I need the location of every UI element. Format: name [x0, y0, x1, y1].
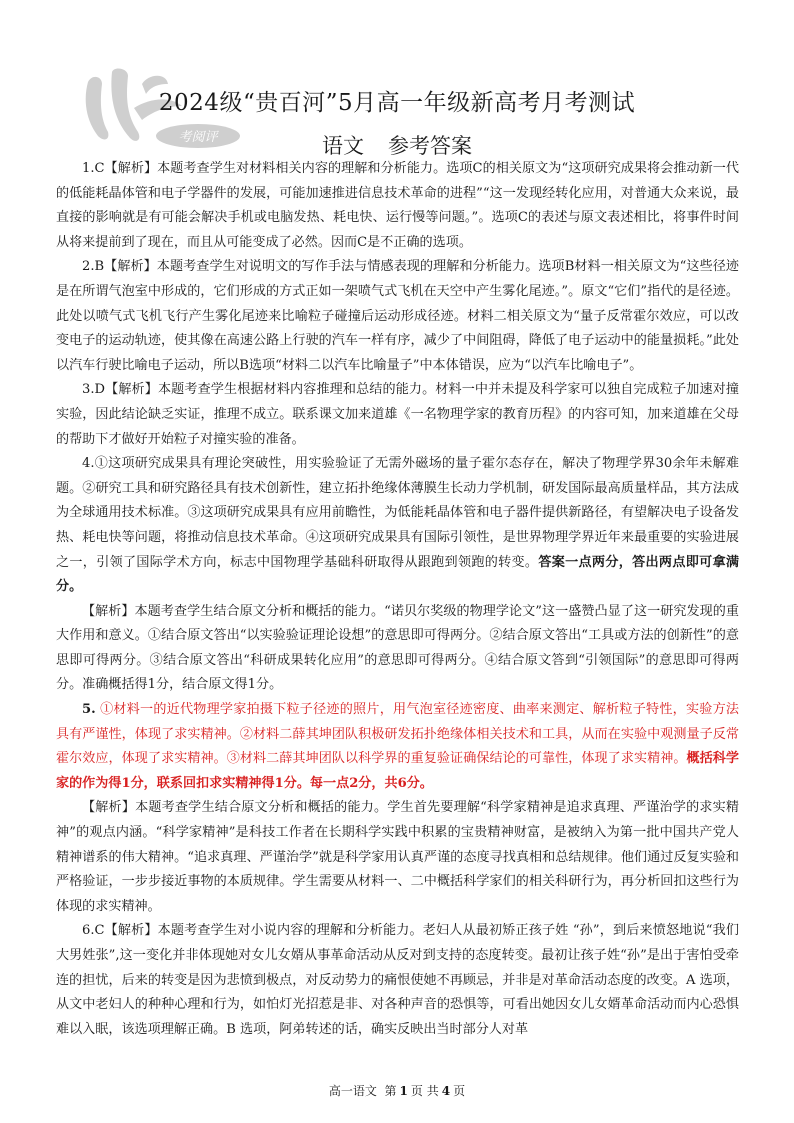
- analysis-paragraph-4: 【解析】本题考查学生结合原文分析和概括的能力。“诺贝尔奖级的物理学论文”这一盛赞凸显了这一研究发现的重大作用和意义。①结合原文答出“以实验验证理论设想”的意思即可得两分。②结合原文答出“工具或方法的创新性”的意思即可得两分。③结合原文答出“科研成果转化应用”的意思即可得两分。④结合原文答到“引领国际”的意思即可得两分。准确概括得1分，结合原文得1分。: [56, 603, 739, 693]
- page-footer: [0, 1082, 794, 1099]
- answer-paragraph-1: 1.C【解析】本题考查学生对材料相关内容的理解和分析能力。选项C的相关原文为“这项研究成果将会推动新一代的低能耗晶体管和电子学器件的发展，可能加速推进信息技术革命的进程”“这一发现经转化应用，对普通大众来说，最直接的影响就是有可能会解决手机或电脑发热、耗电快、运行慢等问题。”。选项C的表述与原文表述相比，将事件时间从将来提前到了现在，而且从可能变成了必然。因而C是不正确的选项。: [56, 161, 739, 250]
- analysis-paragraph-5: 【解析】本题考查学生结合原文分析和概括的能力。学生首先要理解“科学家精神是追求真理、严谨治学的求实精神”的观点内涵。“科学家精神”是科技工作者在长期科学实践中积累的宝贵精神财富，是被纳入为第一批中国共产党人精神谱系的伟大精神。“追求真理、严谨治学”就是科学家用认真严谨的态度寻找真相和总结规律。他们通过反复实验和严格验证，一步步接近事物的本质规律。学生需要从材料一、二中概括科学家们的相关科研行为，再分析回扣这些行为体现的求实精神。: [56, 800, 739, 914]
- answer-paragraph-5: [56, 698, 739, 796]
- page-title: 2024级“贵百河”5月高一年级新高考月考测试: [158, 90, 636, 116]
- page-subtitle: [0, 130, 794, 160]
- footer-ye2: 页: [453, 1084, 466, 1098]
- answer-4-scoring: 答案一点两分，答出两点即可拿满分。: [56, 554, 740, 595]
- subtitle-subject: 语文: [322, 134, 364, 158]
- footer-subject: 高一语文: [328, 1084, 377, 1098]
- answer-5-number: 5.: [82, 702, 96, 718]
- answer-content: [56, 157, 739, 1042]
- answer-5-text: ①材料一的近代物理学家拍摄下粒子径迹的照片，用气泡室径迹密度、曲率来测定、解析粒子特性，实验方法具有严谨性，体现了求实精神。②材料二薛其坤团队积极研发拓扑绝缘体相关技术和工具，从而在实验中观测量子反常霍尔效应，体现了求实精神。③材料二薛其坤团队以科学界的重复验证确保结论的可靠性，体现了求实精神。: [56, 702, 739, 767]
- answer-5-scoring: 概括科学家的作为得1分，联系回扣求实精神得1分。每一点2分，共6分。: [56, 751, 740, 791]
- footer-total-pages: 4: [441, 1084, 451, 1098]
- subtitle-answer: 参考答案: [388, 134, 472, 158]
- answer-paragraph-3: 3.D【解析】本题考查学生根据材料内容推理和总结的能力。材料一中并未提及科学家可以独自完成粒子加速对撞实验，因此结论缺乏实证，推理不成立。联系课文加来道雄《一名物理学家的教育历程》的内容可知，加来道雄在父母的帮助下才做好开始粒子对撞实验的准备。: [56, 382, 739, 447]
- answer-4-text: 4.①这项研究成果具有理论突破性，用实验验证了无需外磁场的量子霍尔态存在，解决了物理学界30余年未解难题。②研究工具和研究路径具有技术创新性，建立拓扑绝缘体薄膜生长动力学机制，研发国际最高质量样品，其方法成为全球通用技术标准。③这项研究成果具有应用前瞻性，为低能耗晶体管和电子器件提供新路径，有望解决电子设备发热、耗电快等问题，将推动信息技术革命。④这项研究成果具有国际引领性，是世界物理学界近年来最重要的实验进展之一，引领了国际学术方向，标志中国物理学基础科研取得从跟跑到领跑的转变。: [56, 456, 739, 570]
- footer-gong: 共: [426, 1084, 439, 1098]
- answer-paragraph-2: 2.B【解析】本题考查学生对说明文的写作手法与情感表现的理解和分析能力。选项B材料一相关原文为“这些径迹是在所谓气泡室中形成的，它们形成的方式正如一架喷气式飞机在天空中产生雾化尾迹。”。原文“它们”指代的是径迹。此处以喷气式飞机飞行产生雾化尾迹来比喻粒子碰撞后运动形成径迹。材料二相关原文为“量子反常霍尔效应，可以改变电子的运动轨迹，使其像在高速公路上行驶的汽车一样有序，减少了中间阻碍，降低了电子运动中的能量损耗。”此处以汽车行驶比喻电子运动，所以B选项“材料二以汽车比喻量子”中本体错误，应为“以汽车比喻电子”。: [56, 259, 739, 373]
- footer-di: 第: [384, 1084, 397, 1098]
- answer-paragraph-4: [56, 452, 739, 600]
- answer-paragraph-6: 6.C【解析】本题考查学生对小说内容的理解和分析能力。老妇人从最初矫正孩子姓 “孙”，到后来愤怒地说“我们大男姓张”,这一变化并非体现她对女儿女婿从事革命活动从反对到支持的态度转变。最初让孩子姓“孙”是出于害怕受牵连的担忧，后来的转变是因为悲愤到极点，对反动势力的痛恨使她不再顾忌，并非是对革命活动态度的改变。A 选项，从文中老妇人的种种心理和行为，如怕灯光招惹是非、对各种声音的恐惧等，可看出她因女儿女婿革命活动而内心恐惧难以入眠，该选项理解正确。B 选项，阿弟转述的话，确实反映出当时部分人对革: [56, 923, 739, 1037]
- footer-page-number: 1: [399, 1084, 408, 1098]
- logo-text: 考阅评: [178, 130, 218, 145]
- footer-ye1: 页: [410, 1084, 423, 1098]
